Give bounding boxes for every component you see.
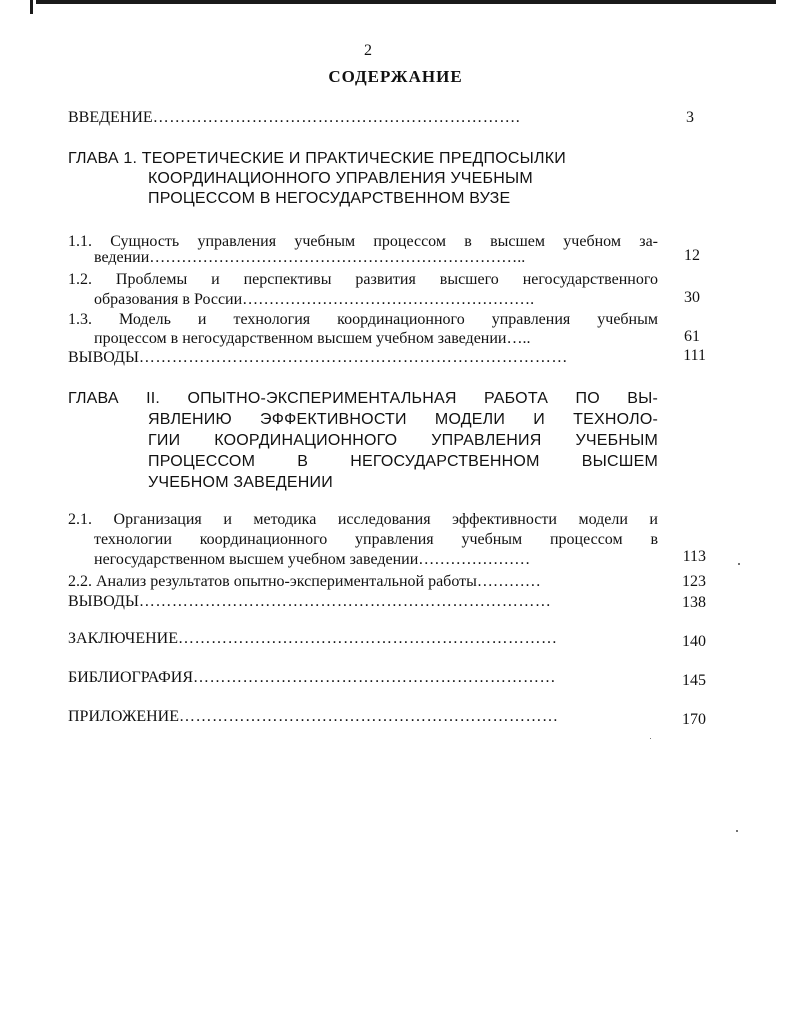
toc-entry-intro[interactable] (68, 108, 520, 128)
toc-page-number: 61 (684, 328, 700, 345)
toc-entry-appendix[interactable] (68, 707, 559, 727)
page-title: СОДЕРЖАНИЕ (328, 67, 463, 86)
toc-entry-text: 1.2. Проблемы и перспективы развития высшего негосударственного (68, 271, 658, 288)
toc-entry-text: 1.3. Модель и технология координационного управления учебным (68, 311, 658, 328)
toc-page-number: 138 (682, 594, 706, 611)
chapter-2-heading-line2 (148, 409, 658, 430)
toc-entry-conclusions-1[interactable] (68, 348, 568, 368)
toc-entry-text: технологии координационного управления учебным процессом в (94, 531, 658, 548)
scan-speck (650, 738, 651, 739)
scan-speck (736, 830, 738, 832)
toc-entry-1-3[interactable] (68, 310, 658, 330)
toc-page-number: 145 (682, 672, 706, 689)
scan-border-top (36, 0, 776, 4)
dot-leader: ………………………………………………………… (193, 669, 557, 686)
toc-entry-label: ВЫВОДЫ (68, 349, 139, 366)
page-number: 2 (364, 42, 372, 59)
toc-page-number: 3 (686, 109, 694, 126)
chapter-1-heading-line2: КООРДИНАЦИОННОГО УПРАВЛЕНИЯ УЧЕБНЫМ (148, 170, 533, 187)
toc-page-number: 12 (684, 247, 700, 264)
toc-entry-2-1-cont (94, 530, 658, 550)
toc-entry-label: ПРИЛОЖЕНИЕ (68, 708, 180, 725)
toc-entry-bibliography[interactable] (68, 668, 556, 688)
chapter-2-heading-line4 (148, 451, 658, 472)
toc-entry-1-2-cont: образования в России………………………………………………. (94, 291, 535, 308)
toc-entry-1-1-cont: ведении…………………………………………………………….. (94, 249, 526, 266)
toc-entry-label: БИБЛИОГРАФИЯ (68, 669, 194, 686)
toc-entry-1-2[interactable] (68, 270, 658, 290)
toc-page-number: 170 (682, 711, 706, 728)
dot-leader: …………………………………………………………… (179, 708, 559, 725)
toc-entry-2-1[interactable] (68, 510, 658, 530)
toc-page-number: 123 (682, 573, 706, 590)
dot-leader: …………………………………………………………. (152, 109, 521, 126)
dot-leader: ………………………………………………………………… (138, 593, 552, 610)
toc-entry-conclusions-2[interactable] (68, 592, 551, 612)
scan-border-left (30, 0, 33, 14)
chapter-2-heading-line3 (148, 430, 658, 451)
toc-entry-text: 1.1. Сущность управления учебным процессом в высшем учебном за- (68, 233, 658, 250)
toc-entry-text: 2.1. Организация и методика исследования эффективности модели и (68, 511, 658, 528)
toc-entry-label: ЗАКЛЮЧЕНИЕ (68, 630, 178, 647)
chapter-2-heading-text: ГЛАВА II. ОПЫТНО-ЭКСПЕРИМЕНТАЛЬНАЯ РАБОТА ПО ВЫ- (68, 390, 658, 407)
toc-entry-conclusion[interactable] (68, 629, 557, 649)
toc-page-number: 30 (684, 289, 700, 306)
chapter-2-heading-text: ПРОЦЕССОМ В НЕГОСУДАРСТВЕННОМ ВЫСШЕМ (148, 453, 658, 470)
chapter-2-heading-text: ГИИ КООРДИНАЦИОННОГО УПРАВЛЕНИЯ УЧЕБНЫМ (148, 432, 658, 449)
scan-speck (738, 563, 740, 565)
toc-page-number: 111 (683, 347, 706, 364)
toc-entry-2-2[interactable]: 2.2. Анализ результатов опытно-экспериментальной работы………… (68, 573, 541, 590)
chapter-2-heading-line5: УЧЕБНОМ ЗАВЕДЕНИИ (148, 474, 333, 491)
chapter-1-heading-line1: ГЛАВА 1. ТЕОРЕТИЧЕСКИЕ И ПРАКТИЧЕСКИЕ ПРЕДПОСЫЛКИ (68, 150, 566, 167)
toc-entry-1-3-cont: процессом в негосударственном высшем учебном заведении….. (94, 330, 531, 347)
toc-page-number: 113 (682, 548, 706, 565)
chapter-2-heading-text: ЯВЛЕНИЮ ЭФФЕКТИВНОСТИ МОДЕЛИ И ТЕХНОЛО- (148, 411, 658, 428)
dot-leader: …………………………………………………………… (177, 630, 558, 647)
chapter-2-heading-line1 (68, 388, 658, 409)
dot-leader: …………………………………………………………………… (138, 349, 568, 366)
chapter-1-heading-line3: ПРОЦЕССОМ В НЕГОСУДАРСТВЕННОМ ВУЗЕ (148, 190, 511, 207)
toc-entry-2-1-cont: негосударственном высшем учебном заведении………………… (94, 551, 531, 568)
toc-page-number: 140 (682, 633, 706, 650)
toc-entry-label: ВВЕДЕНИЕ (68, 109, 153, 126)
toc-entry-label: ВЫВОДЫ (68, 593, 139, 610)
